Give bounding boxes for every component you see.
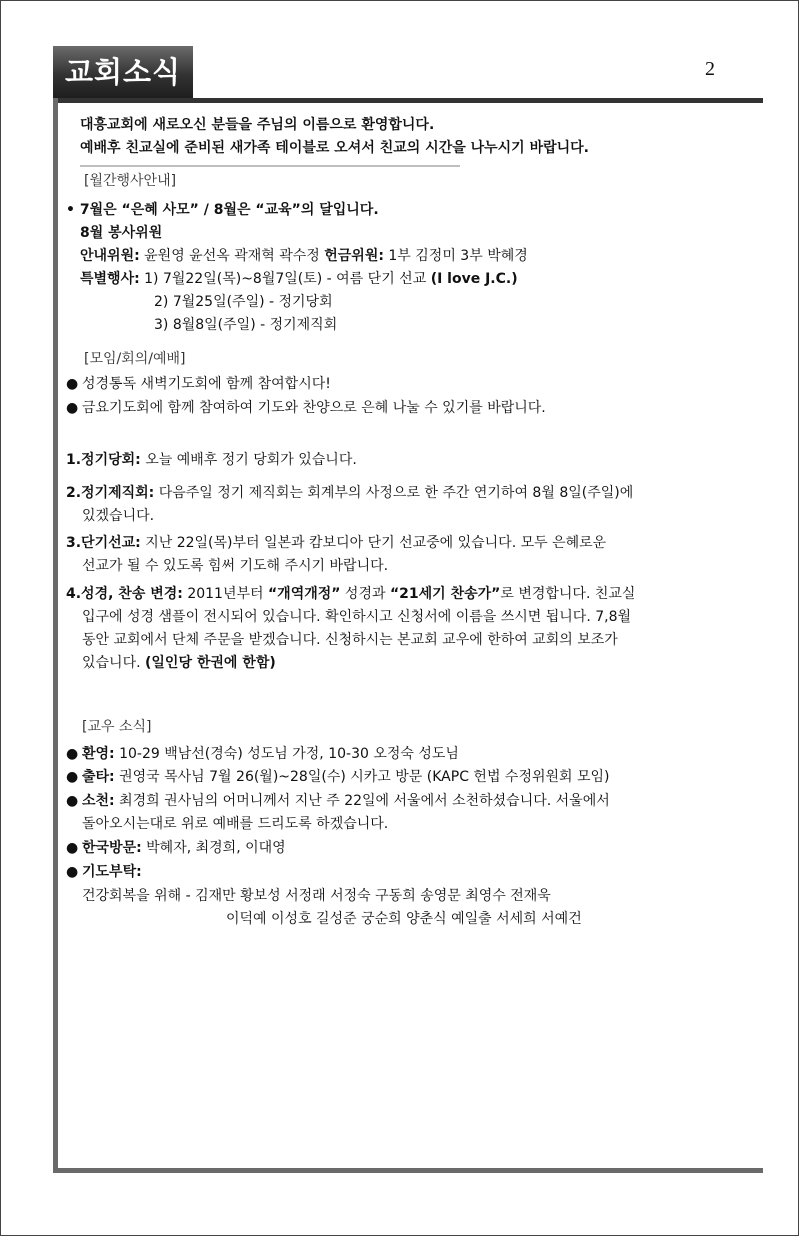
member-trip-text: 권영국 목사님 7월 26(월)~28일(수) 시카고 방문 (KAPC 헌법 수정위원회 모임)	[114, 769, 610, 785]
section-title: 교회소식	[53, 46, 193, 98]
member-prayer-label: 기도부탁:	[82, 864, 142, 880]
monthly-theme-text: 7월은 “은혜 사모” / 8월은 “교육”의 달입니다.	[79, 202, 379, 218]
special-event-1	[80, 268, 518, 291]
bullet-dot: ●	[66, 746, 79, 762]
member-death-line-2: 돌아오시는대로 위로 예배를 드리도록 하겠습니다.	[82, 816, 389, 832]
meetings-section-label: [모임/회의/예배]	[84, 351, 186, 367]
member-welcome-label: 환영:	[82, 746, 115, 762]
bullet-dot: ●	[66, 840, 79, 856]
guides-label: 안내위원:	[80, 248, 140, 264]
event-1-bold: (I love J.C.)	[430, 271, 518, 287]
special-label: 특별행사:	[80, 271, 140, 287]
notice-4-hymnal: “21세기 찬송가”	[389, 586, 501, 602]
notice-4-bible: “개역개정”	[267, 586, 341, 602]
notice-4	[66, 583, 635, 606]
notice-2-line-2: 있겠습니다.	[82, 508, 155, 524]
welcome-line-2: 예배후 친교실에 준비된 새가족 테이블로 오셔서 친교의 시간을 나누시기 바랍니다.	[80, 140, 589, 156]
member-visit	[66, 837, 286, 860]
notice-3-line-2: 선교가 될 수 있도록 힘써 기도해 주시기 바랍니다.	[82, 558, 389, 574]
member-death	[66, 790, 610, 813]
member-welcome-text: 10-29 백남선(경숙) 성도님 가정, 10-30 오정숙 성도님	[114, 746, 459, 762]
notice-4-line-2: 입구에 성경 샘플이 전시되어 있습니다. 확인하시고 신청서에 이름을 쓰시면 됩니다. 7,8월	[82, 609, 632, 625]
offering-names: 1부 김정미 3부 박혜경	[383, 248, 528, 264]
welcome-separator	[80, 165, 460, 167]
bottom-rule	[53, 1168, 763, 1173]
meetings-item-1-text: 성경통독 새벽기도회에 함께 참여합시다!	[82, 376, 331, 392]
monthly-section-label: [월간행사안내]	[84, 173, 177, 189]
offering-label: 헌금위원:	[324, 248, 384, 264]
members-section-label: [교우 소식]	[82, 719, 152, 735]
notice-4-part-c: 성경과	[340, 586, 390, 602]
bullet-dot: ●	[66, 376, 79, 392]
meetings-item-2	[66, 397, 546, 420]
notice-1-title: 1.정기당회:	[66, 452, 141, 468]
meetings-item-2-text: 금요기도회에 함께 참여하여 기도와 찬양으로 은혜 나눌 수 있기를 바랍니다.	[82, 400, 546, 416]
notice-3-title: 3.단기선교:	[66, 535, 141, 551]
member-prayer	[66, 861, 142, 884]
prayer-line-2: 이덕예 이성호 길성준 궁순희 양춘식 예일출 서세희 서예건	[226, 911, 582, 927]
welcome-line-1: 대흥교회에 새로오신 분들을 주님의 이름으로 환영합니다.	[80, 117, 435, 133]
notice-3	[66, 532, 606, 555]
notice-4-title: 4.성경, 찬송 변경:	[66, 586, 183, 602]
notice-4-part-e: 로 변경합니다. 친교실	[500, 586, 636, 602]
notice-4-line-3: 동안 교회에서 단체 주문을 받겠습니다. 신청하시는 본교회 교우에 한하여 교회의 보조가	[82, 632, 618, 648]
servants-line	[80, 245, 528, 268]
notice-1	[66, 449, 357, 472]
left-rule	[53, 98, 58, 1171]
bullet-dot: ●	[66, 769, 79, 785]
page-number: 2	[705, 58, 715, 80]
member-welcome	[66, 743, 459, 766]
event-1-text: 1) 7월22일(목)~8월7일(토) - 여름 단기 선교	[139, 271, 431, 287]
notice-4-line-4	[82, 652, 276, 675]
notice-4-line-4-text: 있습니다.	[82, 655, 145, 671]
notice-4-limit: (일인당 한권에 한함)	[145, 655, 276, 671]
member-visit-text: 박혜자, 최경희, 이대영	[141, 840, 286, 856]
notice-1-body: 오늘 예배후 정기 당회가 있습니다.	[140, 452, 357, 468]
member-trip-label: 출타:	[82, 769, 115, 785]
special-event-2: 2) 7월25일(주일) - 정기당회	[154, 294, 333, 310]
guides-names: 윤원영 윤선옥 곽재혁 곽수정	[139, 248, 325, 264]
notice-2	[66, 482, 633, 505]
bullet-dot: ●	[66, 793, 79, 809]
prayer-line-1: 건강회복을 위해 - 김재만 황보성 서정래 서정숙 구동희 송영문 최영수 전재욱	[82, 888, 551, 904]
notice-2-title: 2.정기제직회:	[66, 485, 155, 501]
servants-title: 8월 봉사위원	[80, 225, 163, 241]
meetings-item-1	[66, 373, 331, 396]
member-death-label: 소천:	[82, 793, 115, 809]
bullet-dot: ●	[66, 864, 79, 880]
member-trip	[66, 766, 610, 789]
notice-2-line-1: 다음주일 정기 제직회는 회계부의 사정으로 한 주간 연기하여 8월 8일(주일)에	[154, 485, 634, 501]
special-event-3: 3) 8월8일(주일) - 정기제직회	[154, 317, 338, 333]
bullet-dot: •	[66, 202, 75, 218]
member-visit-label: 한국방문:	[82, 840, 142, 856]
bullet-dot: ●	[66, 400, 79, 416]
notice-3-line-1: 지난 22일(목)부터 일본과 캄보디아 단기 선교중에 있습니다. 모두 은혜로운	[140, 535, 607, 551]
top-rule	[53, 98, 763, 103]
member-death-line-1: 최경희 권사님의 어머니께서 지난 주 22일에 서울에서 소천하셨습니다. 서울에서	[114, 793, 610, 809]
monthly-theme	[66, 199, 379, 222]
notice-4-part-a: 2011년부터	[182, 586, 268, 602]
